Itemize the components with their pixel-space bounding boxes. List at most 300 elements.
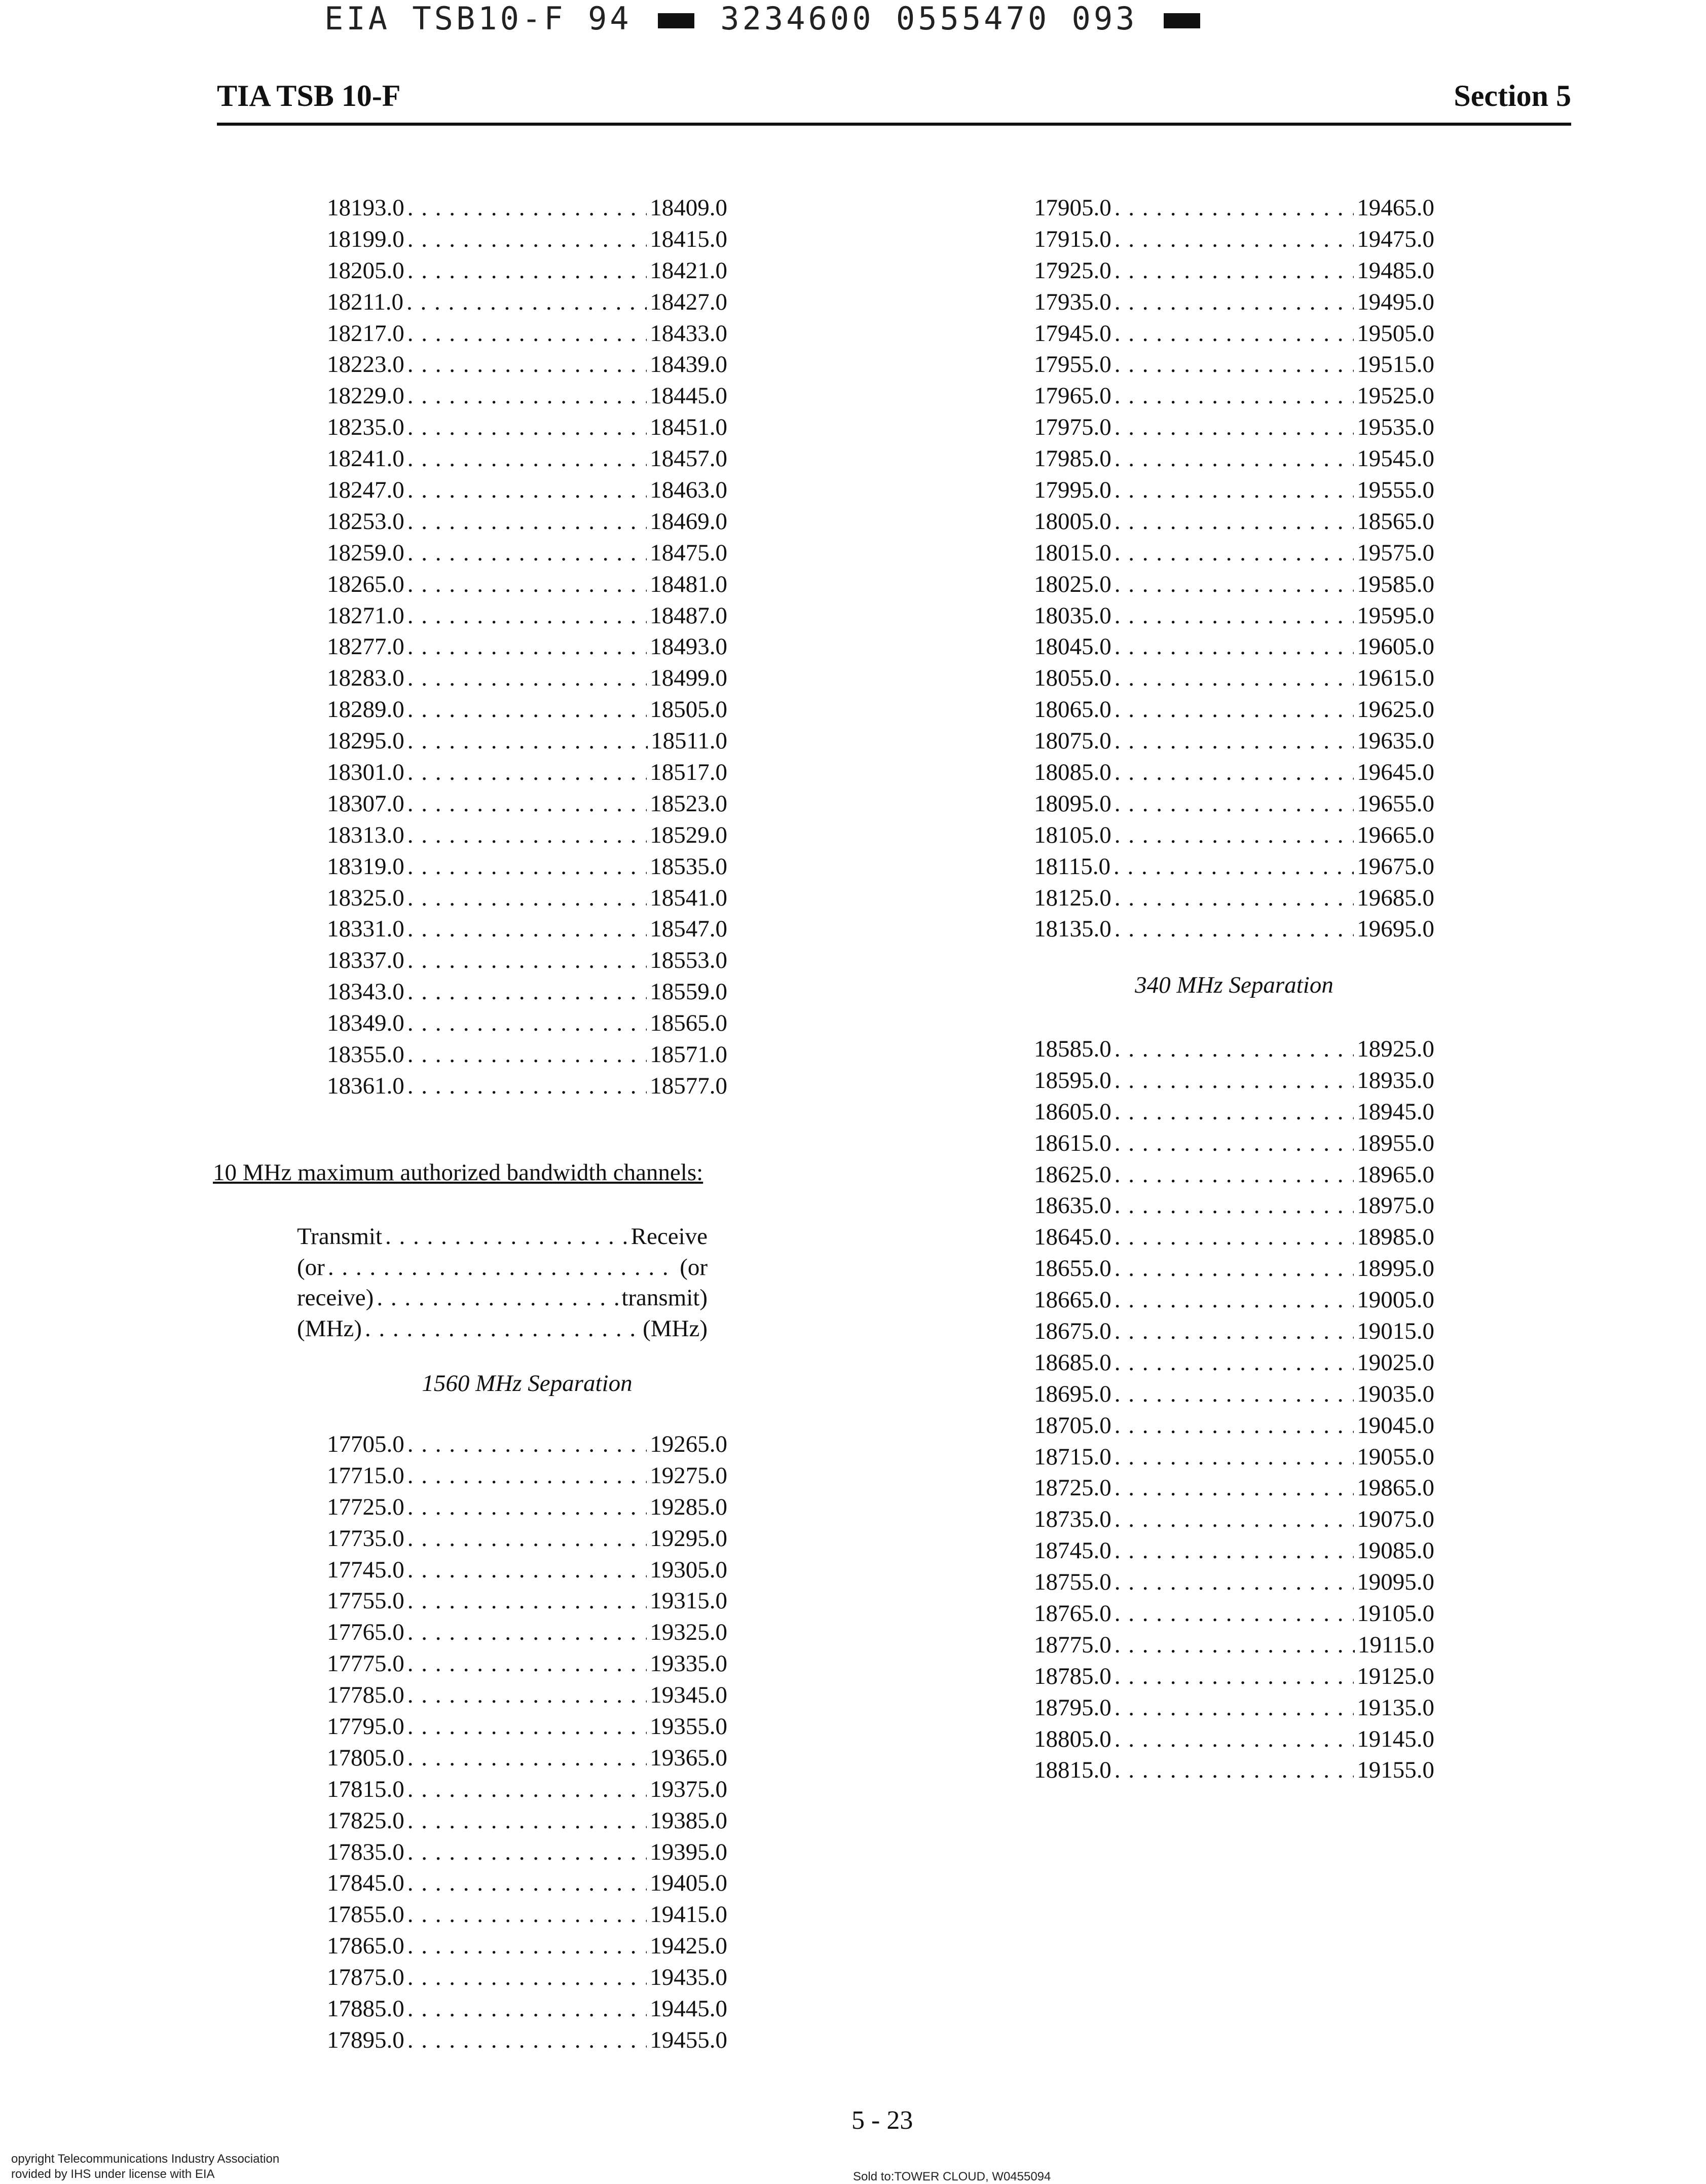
transmit-frequency: 18645.0 <box>1034 1224 1111 1251</box>
channel-row <box>327 631 727 663</box>
receive-frequency: 19425.0 <box>650 1933 727 1960</box>
channel-row <box>1034 443 1434 475</box>
dot-leader <box>1115 914 1354 945</box>
transmit-frequency: 18325.0 <box>327 884 404 911</box>
channel-row <box>327 663 727 694</box>
dot-leader <box>407 1711 647 1743</box>
transmit-frequency: 18085.0 <box>1034 759 1111 786</box>
receive-frequency: 19155.0 <box>1357 1757 1434 1784</box>
channel-row <box>327 600 727 632</box>
receive-frequency: 19695.0 <box>1357 916 1434 943</box>
channel-row <box>327 1962 727 1993</box>
receive-frequency: 19055.0 <box>1357 1443 1434 1470</box>
transmit-frequency: 18585.0 <box>1034 1036 1111 1062</box>
dot-leader <box>1115 1410 1354 1442</box>
channel-row <box>327 2025 727 2056</box>
transmit-frequency: 18307.0 <box>327 790 404 817</box>
dot-leader <box>1115 1285 1354 1316</box>
dot-leader <box>407 569 647 600</box>
dot-leader <box>407 1805 647 1837</box>
dot-leader <box>407 193 647 224</box>
receive-frequency: 19015.0 <box>1357 1318 1434 1345</box>
dot-leader <box>407 945 647 976</box>
receive-frequency: 19865.0 <box>1357 1475 1434 1501</box>
channel-row <box>1034 1567 1434 1598</box>
channel-row <box>1034 757 1434 788</box>
receive-frequency: 19555.0 <box>1357 477 1434 504</box>
receive-frequency: 18415.0 <box>650 225 727 252</box>
receive-frequency: 19005.0 <box>1357 1287 1434 1313</box>
channel-row <box>1034 538 1434 569</box>
channel-row <box>1034 1755 1434 1786</box>
channel-row <box>327 1523 727 1555</box>
transmit-frequency: 18277.0 <box>327 633 404 660</box>
transmit-frequency: 18795.0 <box>1034 1694 1111 1721</box>
dot-leader <box>1115 475 1354 506</box>
code-part: 3234600 <box>720 0 874 37</box>
dot-leader <box>1115 1598 1354 1630</box>
receive-frequency: 19035.0 <box>1357 1380 1434 1407</box>
dot-leader <box>407 726 648 757</box>
receive-frequency: Receive <box>631 1223 708 1250</box>
channel-row <box>327 1837 727 1868</box>
dot-leader <box>407 1008 647 1039</box>
channel-row <box>1034 726 1434 757</box>
dot-leader <box>407 1071 647 1102</box>
transmit-frequency: 18065.0 <box>1034 696 1111 723</box>
channel-row <box>1034 193 1434 224</box>
dot-leader <box>407 2025 647 2056</box>
transmit-frequency: 17915.0 <box>1034 225 1111 252</box>
receive-frequency: 19145.0 <box>1357 1725 1434 1752</box>
receive-frequency: 19475.0 <box>1357 225 1434 252</box>
dot-leader <box>407 412 647 443</box>
transmit-frequency: 18343.0 <box>327 978 404 1005</box>
receive-frequency: 19115.0 <box>1357 1631 1434 1658</box>
dot-leader <box>407 694 647 726</box>
transmit-frequency: 17975.0 <box>1034 414 1111 441</box>
transmit-frequency: 18805.0 <box>1034 1725 1111 1752</box>
dot-leader <box>407 1555 647 1586</box>
receive-frequency: 19405.0 <box>650 1870 727 1897</box>
channel-row <box>1034 1410 1434 1442</box>
dot-leader <box>1115 1159 1354 1191</box>
receive-frequency: 19655.0 <box>1357 790 1434 817</box>
dot-leader <box>1115 1097 1354 1128</box>
transmit-frequency: 18615.0 <box>1034 1129 1111 1156</box>
transmit-frequency: 18235.0 <box>327 414 404 441</box>
receive-frequency: 19485.0 <box>1357 257 1434 284</box>
dot-leader <box>407 381 647 412</box>
channel-row <box>327 443 727 475</box>
receive-frequency: 19685.0 <box>1357 884 1434 911</box>
channel-row <box>1034 1222 1434 1253</box>
receive-frequency: 19385.0 <box>650 1807 727 1834</box>
receive-frequency: 18469.0 <box>650 508 727 535</box>
channel-row <box>327 1711 727 1743</box>
code-part: TSB10-F <box>412 0 566 37</box>
receive-frequency: 18427.0 <box>650 288 727 315</box>
receive-frequency: 18541.0 <box>650 884 727 911</box>
receive-frequency: 19605.0 <box>1357 633 1434 660</box>
dot-leader <box>1115 1316 1354 1347</box>
transmit-frequency: 17825.0 <box>327 1807 404 1834</box>
dot-leader <box>1115 412 1354 443</box>
dot-leader <box>1115 600 1354 632</box>
transmit-frequency: 18199.0 <box>327 225 404 252</box>
dot-leader <box>407 1743 647 1774</box>
document-code-strip <box>324 0 1204 37</box>
dot-leader <box>407 1899 647 1931</box>
transmit-frequency: 17775.0 <box>327 1650 404 1677</box>
transmit-frequency: 18125.0 <box>1034 884 1111 911</box>
receive-frequency: 19545.0 <box>1357 445 1434 472</box>
dot-leader <box>1115 569 1354 600</box>
dot-leader <box>1115 1034 1354 1065</box>
dot-leader <box>407 976 647 1008</box>
receive-frequency: 19675.0 <box>1357 853 1434 880</box>
channel-row <box>1034 1034 1434 1065</box>
dot-leader <box>407 788 647 820</box>
receive-frequency: 18553.0 <box>650 947 727 974</box>
transmit-frequency: 18715.0 <box>1034 1443 1111 1470</box>
transmit-frequency: 18705.0 <box>1034 1412 1111 1439</box>
receive-frequency: 18517.0 <box>650 759 727 786</box>
channel-row <box>1034 1473 1434 1504</box>
transmit-frequency: 18229.0 <box>327 383 404 409</box>
receive-frequency: 19395.0 <box>650 1838 727 1865</box>
code-part: 0555470 <box>896 0 1050 37</box>
dot-leader <box>407 631 647 663</box>
dot-leader <box>407 1492 647 1523</box>
header-rule <box>217 123 1571 126</box>
dot-leader <box>407 224 647 255</box>
dot-leader <box>407 1039 647 1071</box>
transmit-frequency: 18025.0 <box>1034 571 1111 597</box>
transmit-frequency: 18217.0 <box>327 320 404 347</box>
receive-frequency: 19585.0 <box>1357 571 1434 597</box>
receive-frequency: 19515.0 <box>1357 351 1434 378</box>
receive-frequency: 19075.0 <box>1357 1506 1434 1533</box>
receive-frequency: 18433.0 <box>650 320 727 347</box>
receive-frequency: 18457.0 <box>650 445 727 472</box>
channel-row <box>1034 569 1434 600</box>
dot-leader <box>1115 287 1354 318</box>
channel-row <box>1034 1065 1434 1097</box>
channel-row <box>1034 663 1434 694</box>
channel-row <box>1034 1692 1434 1724</box>
receive-frequency: 18499.0 <box>650 665 727 692</box>
channel-list-left-bottom <box>327 1429 727 2056</box>
channel-row <box>1034 1661 1434 1692</box>
channel-row <box>1034 1347 1434 1379</box>
channel-row <box>327 1680 727 1711</box>
channel-row <box>1034 1253 1434 1285</box>
receive-frequency: 19045.0 <box>1357 1412 1434 1439</box>
channel-list-left-top <box>327 193 727 1102</box>
channel-row <box>327 757 727 788</box>
dot-leader <box>407 1868 647 1899</box>
channel-row <box>327 820 727 851</box>
dot-leader <box>407 1680 647 1711</box>
channel-row <box>327 318 727 350</box>
dot-leader <box>407 255 647 287</box>
dot-leader <box>407 538 647 569</box>
dot-leader <box>407 1586 647 1617</box>
channel-row <box>327 349 727 381</box>
transmit-frequency: 18115.0 <box>1034 853 1111 880</box>
channel-row <box>327 1071 727 1102</box>
transmit-frequency: 17955.0 <box>1034 351 1111 378</box>
transmit-frequency: 18695.0 <box>1034 1380 1111 1407</box>
transmit-frequency: 18655.0 <box>1034 1255 1111 1282</box>
dot-leader <box>1115 1473 1354 1504</box>
receive-frequency: (MHz) <box>643 1315 708 1342</box>
channel-row <box>1034 1598 1434 1630</box>
channel-row <box>1034 694 1434 726</box>
receive-frequency: 18409.0 <box>650 195 727 221</box>
receive-frequency: 18523.0 <box>650 790 727 817</box>
transmit-frequency: 18265.0 <box>327 571 404 597</box>
receive-frequency: 19295.0 <box>650 1525 727 1552</box>
sold-to-notice: Sold to:TOWER CLOUD, W0455094 <box>853 2170 1051 2183</box>
dot-leader <box>1115 694 1354 726</box>
dot-leader <box>407 600 647 632</box>
transmit-frequency: 17715.0 <box>327 1462 404 1489</box>
transmit-frequency: 18775.0 <box>1034 1631 1111 1658</box>
channel-row <box>297 1221 708 1252</box>
transmit-frequency: 17735.0 <box>327 1525 404 1552</box>
dot-leader <box>385 1221 628 1252</box>
code-part: 94 <box>587 0 632 37</box>
copyright-line: rovided by IHS under license with EIA <box>11 2167 215 2181</box>
dot-leader <box>1115 349 1354 381</box>
receive-frequency: 19265.0 <box>650 1431 727 1457</box>
receive-frequency: 18421.0 <box>650 257 727 284</box>
transmit-frequency: 18045.0 <box>1034 633 1111 660</box>
transmit-frequency: 17985.0 <box>1034 445 1111 472</box>
transmit-frequency: 17745.0 <box>327 1556 404 1583</box>
dot-leader <box>407 443 647 475</box>
receive-frequency: 19435.0 <box>650 1964 727 1991</box>
channel-row <box>297 1313 708 1344</box>
channel-row <box>1034 1630 1434 1661</box>
channel-row <box>1034 1316 1434 1347</box>
transmit-frequency: 18725.0 <box>1034 1475 1111 1501</box>
dot-leader <box>1115 506 1354 538</box>
channel-row <box>1034 1442 1434 1473</box>
redaction-block <box>1164 13 1200 28</box>
receive-frequency: 19325.0 <box>650 1619 727 1646</box>
channel-row <box>1034 349 1434 381</box>
channel-row <box>1034 1379 1434 1410</box>
channel-row <box>327 506 727 538</box>
transmit-frequency: 18289.0 <box>327 696 404 723</box>
transmit-frequency: 18665.0 <box>1034 1287 1111 1313</box>
channel-row <box>327 945 727 976</box>
channel-row <box>327 1555 727 1586</box>
receive-frequency: 18529.0 <box>650 821 727 848</box>
receive-frequency: 18445.0 <box>650 383 727 409</box>
dot-leader <box>407 820 647 851</box>
transmit-frequency: 18349.0 <box>327 1010 404 1037</box>
receive-frequency: 18463.0 <box>650 477 727 504</box>
transmit-frequency: 18355.0 <box>327 1041 404 1068</box>
transmit-frequency: 18205.0 <box>327 257 404 284</box>
receive-frequency: (or <box>680 1254 708 1281</box>
dot-leader <box>1115 631 1354 663</box>
dot-leader <box>1115 538 1354 569</box>
transmit-frequency: receive) <box>297 1285 374 1311</box>
dot-leader <box>1115 1535 1354 1567</box>
receive-frequency: 18975.0 <box>1357 1192 1434 1219</box>
receive-frequency: 18985.0 <box>1357 1224 1434 1251</box>
channel-row <box>297 1283 708 1313</box>
receive-frequency: 19285.0 <box>650 1493 727 1520</box>
dot-leader <box>328 1252 677 1283</box>
channel-row <box>327 381 727 412</box>
channel-row <box>327 412 727 443</box>
channel-row <box>327 1008 727 1039</box>
transmit-frequency: 17795.0 <box>327 1713 404 1740</box>
transmit-frequency: 18361.0 <box>327 1072 404 1099</box>
channel-list-right-top <box>1034 193 1434 945</box>
transmit-frequency: 18223.0 <box>327 351 404 378</box>
dot-leader <box>1114 851 1354 883</box>
transmit-frequency: 18605.0 <box>1034 1098 1111 1125</box>
transmit-frequency: 18135.0 <box>1034 916 1111 943</box>
channel-row <box>327 1743 727 1774</box>
dot-leader <box>1115 193 1354 224</box>
receive-frequency: 19315.0 <box>650 1588 727 1614</box>
bandwidth-subheading: 10 MHz maximum authorized bandwidth channels: <box>213 1159 703 1186</box>
dot-leader <box>407 1460 647 1492</box>
channel-row <box>327 1774 727 1805</box>
transmit-frequency: 18301.0 <box>327 759 404 786</box>
transmit-frequency: 18005.0 <box>1034 508 1111 535</box>
dot-leader <box>407 1931 647 1962</box>
channel-row <box>327 1805 727 1837</box>
transmit-frequency: 17705.0 <box>327 1431 404 1457</box>
channel-row <box>327 976 727 1008</box>
dot-leader <box>1115 381 1354 412</box>
dot-leader <box>1115 443 1354 475</box>
receive-frequency: 19495.0 <box>1357 288 1434 315</box>
channel-row <box>327 726 727 757</box>
transmit-frequency: 18745.0 <box>1034 1537 1111 1564</box>
transmit-frequency: (MHz) <box>297 1315 362 1342</box>
transmit-frequency: 18765.0 <box>1034 1600 1111 1627</box>
dot-leader <box>407 1993 647 2025</box>
transmit-frequency: 18095.0 <box>1034 790 1111 817</box>
receive-frequency: 18493.0 <box>650 633 727 660</box>
dot-leader <box>407 757 647 788</box>
channel-row <box>327 851 727 883</box>
dot-leader <box>365 1313 640 1344</box>
transmit-frequency: 18319.0 <box>327 853 404 880</box>
receive-frequency: 19665.0 <box>1357 821 1434 848</box>
transmit-frequency: 18035.0 <box>1034 602 1111 629</box>
receive-frequency: 19465.0 <box>1357 195 1434 221</box>
transmit-frequency: 17725.0 <box>327 1493 404 1520</box>
transmit-frequency: 17755.0 <box>327 1588 404 1614</box>
dot-leader <box>1115 1190 1354 1222</box>
channel-row <box>327 914 727 945</box>
receive-frequency: 18955.0 <box>1357 1129 1434 1156</box>
dot-leader <box>1115 1630 1355 1661</box>
receive-frequency: 18577.0 <box>650 1072 727 1099</box>
transmit-frequency: 18253.0 <box>327 508 404 535</box>
receive-frequency: 18547.0 <box>650 916 727 943</box>
receive-frequency: transmit) <box>621 1285 708 1311</box>
dot-leader <box>1115 224 1354 255</box>
transmit-frequency: 17805.0 <box>327 1744 404 1771</box>
transmit-frequency: 17865.0 <box>327 1933 404 1960</box>
transmit-frequency: 17945.0 <box>1034 320 1111 347</box>
receive-frequency: 19645.0 <box>1357 759 1434 786</box>
channel-row <box>327 1586 727 1617</box>
dot-leader <box>407 1962 647 1993</box>
channel-row <box>327 569 727 600</box>
dot-leader <box>1115 1379 1354 1410</box>
dot-leader <box>407 1837 647 1868</box>
channel-list-right-bottom <box>1034 1034 1434 1786</box>
receive-frequency: 19335.0 <box>650 1650 727 1677</box>
dot-leader <box>1115 1504 1354 1535</box>
receive-frequency: 18945.0 <box>1357 1098 1434 1125</box>
dot-leader <box>1115 788 1354 820</box>
channel-row <box>327 193 727 224</box>
dot-leader <box>1115 1253 1354 1285</box>
channel-row <box>327 255 727 287</box>
channel-row <box>327 538 727 569</box>
receive-frequency: 18481.0 <box>650 571 727 597</box>
receive-frequency: 19355.0 <box>650 1713 727 1740</box>
dot-leader <box>1115 757 1354 788</box>
transmit-frequency: 17895.0 <box>327 2026 404 2053</box>
channel-row <box>1034 1159 1434 1191</box>
transmit-frequency: 17785.0 <box>327 1682 404 1709</box>
transmit-frequency: 17815.0 <box>327 1776 404 1802</box>
channel-row <box>1034 1190 1434 1222</box>
dot-leader <box>1115 1661 1354 1692</box>
channel-row <box>1034 820 1434 851</box>
page-number: 5 - 23 <box>851 2106 913 2135</box>
channel-row <box>1034 914 1434 945</box>
dot-leader <box>407 318 647 350</box>
receive-frequency: 19105.0 <box>1357 1600 1434 1627</box>
transmit-frequency: 18635.0 <box>1034 1192 1111 1219</box>
dot-leader <box>1115 1128 1354 1159</box>
dot-leader <box>407 914 647 945</box>
channel-row <box>327 1429 727 1460</box>
transmit-frequency: 17875.0 <box>327 1964 404 1991</box>
transmit-frequency: Transmit <box>297 1223 383 1250</box>
transmit-frequency: 18283.0 <box>327 665 404 692</box>
receive-frequency: 18511.0 <box>650 728 727 755</box>
receive-frequency: 19025.0 <box>1357 1349 1434 1376</box>
dot-leader <box>407 851 647 883</box>
receive-frequency: 19615.0 <box>1357 665 1434 692</box>
copyright-line: opyright Telecommunications Industry Association <box>11 2152 280 2166</box>
transmit-frequency: 18815.0 <box>1034 1757 1111 1784</box>
receive-frequency: 18935.0 <box>1357 1067 1434 1094</box>
receive-frequency: 19455.0 <box>650 2026 727 2053</box>
channel-row <box>1034 1504 1434 1535</box>
receive-frequency: 19535.0 <box>1357 414 1434 441</box>
dot-leader <box>407 475 647 506</box>
receive-frequency: 18487.0 <box>650 602 727 629</box>
